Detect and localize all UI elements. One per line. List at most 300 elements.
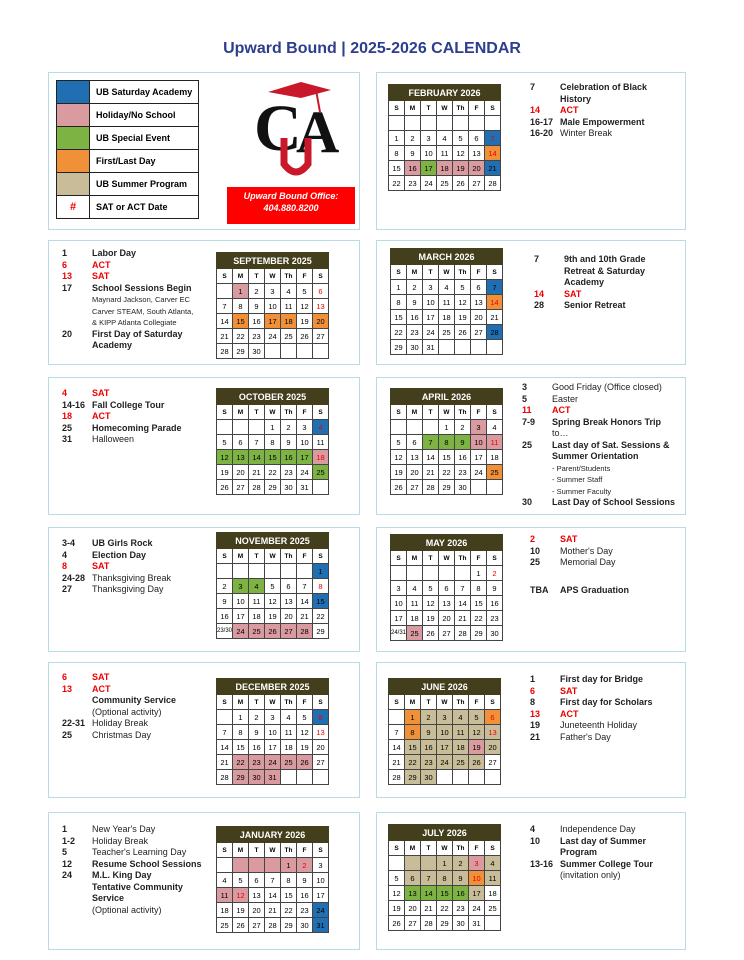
day-cell: 24 [421, 176, 437, 191]
day-cell: 27 [233, 480, 249, 495]
weekday-header: W [265, 269, 281, 284]
day-cell: 25 [485, 901, 501, 916]
day-cell: 21 [487, 310, 503, 325]
day-cell: 2 [217, 579, 233, 594]
day-cell [405, 856, 421, 871]
day-cell: 16 [421, 740, 437, 755]
event-text: Easter [552, 393, 579, 404]
day-cell [265, 564, 281, 579]
day-cell: 14 [389, 740, 405, 755]
event-item [62, 718, 176, 730]
event-item [530, 686, 653, 698]
event-item [62, 707, 176, 719]
day-cell: 6 [313, 284, 329, 299]
day-cell: 16 [405, 161, 421, 176]
day-cell [439, 340, 455, 355]
event-text: - Summer Staff [552, 475, 603, 484]
day-cell [391, 420, 407, 435]
day-cell: 28 [421, 916, 437, 931]
event-item [62, 859, 202, 871]
weekday-header: S [487, 551, 503, 566]
event-date: 14 [534, 288, 545, 299]
day-cell: 5 [469, 710, 485, 725]
event-item [530, 720, 653, 732]
day-cell: 10 [265, 299, 281, 314]
day-cell: 4 [439, 280, 455, 295]
event-date [530, 569, 560, 577]
day-cell: 22 [233, 329, 249, 344]
event-text: SAT [92, 271, 110, 281]
event-date: 13-16 [530, 858, 554, 869]
weekday-header: T [249, 405, 265, 420]
day-cell: 30 [453, 916, 469, 931]
day-cell: 2 [249, 284, 265, 299]
day-cell [217, 858, 233, 873]
day-cell: 28 [485, 176, 501, 191]
day-cell: 23 [421, 755, 437, 770]
day-cell: 11 [281, 299, 297, 314]
event-item [530, 105, 647, 117]
day-cell: 24 [265, 755, 281, 770]
event-text: ACT [92, 259, 111, 270]
day-cell: 19 [217, 465, 233, 480]
day-cell: 21 [455, 611, 471, 626]
event-item [62, 695, 176, 707]
event-date: 25 [62, 729, 73, 740]
day-cell: 21 [249, 465, 265, 480]
day-cell: 13 [485, 725, 501, 740]
day-cell: 28 [265, 918, 281, 933]
day-cell [313, 770, 329, 785]
day-cell: 24 [265, 329, 281, 344]
day-cell: 2 [453, 856, 469, 871]
day-cell: 10 [437, 725, 453, 740]
day-cell: 26 [391, 480, 407, 495]
event-date [530, 870, 560, 882]
event-item [530, 836, 653, 848]
day-cell: 5 [265, 579, 281, 594]
event-date: 4 [530, 824, 536, 834]
day-cell: 18 [313, 450, 329, 465]
event-date: 8 [530, 697, 536, 707]
event-text: Good Friday (Office closed) [552, 382, 662, 392]
weekday-header: Th [453, 695, 469, 710]
day-cell: 3 [391, 581, 407, 596]
day-cell: 2 [407, 280, 423, 295]
day-cell: 26 [297, 755, 313, 770]
day-cell: 1 [391, 280, 407, 295]
weekday-header: M [405, 695, 421, 710]
day-cell [233, 858, 249, 873]
day-cell: 11 [313, 435, 329, 450]
month-name: JULY 2026 [389, 825, 501, 841]
event-item [62, 584, 171, 596]
legend-swatch [57, 150, 90, 173]
calendar-july [388, 824, 501, 931]
day-cell: 23 [297, 903, 313, 918]
event-date [62, 340, 92, 352]
day-cell: 11 [485, 871, 501, 886]
day-cell: 10 [265, 725, 281, 740]
day-cell: 9 [297, 873, 313, 888]
day-cell [249, 858, 265, 873]
weekday-header: S [485, 695, 501, 710]
weekday-header: Th [455, 265, 471, 280]
day-cell [297, 564, 313, 579]
month-name: OCTOBER 2025 [217, 389, 329, 405]
day-cell: 25 [217, 918, 233, 933]
day-cell: 15 [233, 314, 249, 329]
day-cell: 20 [405, 901, 421, 916]
event-text: (Optional activity) [92, 904, 162, 915]
event-date: 2 [530, 534, 536, 544]
event-text: Mother's Day [560, 545, 613, 556]
event-item [62, 400, 182, 412]
day-cell: 27 [471, 325, 487, 340]
weekday-header: T [249, 269, 265, 284]
day-cell [217, 564, 233, 579]
weekday-header: F [297, 695, 313, 710]
event-item [62, 434, 182, 446]
event-text: Resume School Sessions [92, 858, 202, 869]
day-cell: 31 [313, 918, 329, 933]
event-date: 3 [522, 382, 528, 392]
event-text: Father's Day [560, 731, 611, 742]
event-date: 4 [62, 388, 68, 398]
day-cell: 8 [313, 579, 329, 594]
day-cell [423, 566, 439, 581]
day-cell [485, 116, 501, 131]
day-cell: 9 [455, 435, 471, 450]
day-cell [487, 480, 503, 495]
day-cell: 17 [313, 888, 329, 903]
event-text: Holiday Break [92, 835, 149, 846]
day-cell: 14 [249, 450, 265, 465]
day-cell: 29 [313, 624, 329, 639]
day-cell: 22 [471, 611, 487, 626]
day-cell [469, 770, 485, 785]
weekday-header: T [421, 101, 437, 116]
day-cell: 5 [297, 710, 313, 725]
calendar-march [390, 248, 503, 355]
day-cell: 21 [421, 901, 437, 916]
day-cell: 23 [249, 329, 265, 344]
month-name: JANUARY 2026 [217, 827, 329, 843]
calendar-january [216, 826, 329, 933]
day-cell: 12 [455, 295, 471, 310]
day-cell: 9 [249, 725, 265, 740]
day-cell: 29 [281, 918, 297, 933]
event-date [62, 294, 92, 306]
event-item [522, 463, 675, 475]
day-cell: 5 [423, 581, 439, 596]
weekday-header: F [471, 405, 487, 420]
day-cell: 21 [423, 465, 439, 480]
day-cell: 31 [297, 480, 313, 495]
weekday-header: M [233, 549, 249, 564]
weekday-header: S [217, 549, 233, 564]
weekday-header: T [423, 551, 439, 566]
legend-row [57, 127, 199, 150]
weekday-header: S [391, 551, 407, 566]
event-date [534, 277, 564, 289]
day-cell: 13 [313, 725, 329, 740]
weekday-header: M [233, 843, 249, 858]
day-cell: 5 [297, 284, 313, 299]
event-text: Summer College Tour [560, 858, 653, 869]
day-cell: 29 [439, 480, 455, 495]
event-text: Teacher's Learning Day [92, 847, 187, 857]
event-text: - Parent/Students [552, 463, 611, 473]
day-cell: 22 [389, 176, 405, 191]
day-cell [217, 284, 233, 299]
day-cell: 17 [471, 450, 487, 465]
day-cell: 27 [469, 176, 485, 191]
day-cell: 12 [217, 450, 233, 465]
day-cell: 22 [391, 325, 407, 340]
day-cell: 5 [389, 871, 405, 886]
event-text: Academy [564, 277, 605, 287]
day-cell: 26 [453, 176, 469, 191]
day-cell: 24 [471, 465, 487, 480]
day-cell: 18 [281, 314, 297, 329]
day-cell: 15 [471, 596, 487, 611]
day-cell: 16 [453, 886, 469, 901]
day-cell: 10 [391, 596, 407, 611]
day-cell: 21 [297, 609, 313, 624]
day-cell: 7 [423, 435, 439, 450]
calendar-may [390, 534, 503, 641]
day-cell: 11 [281, 725, 297, 740]
event-date [62, 905, 92, 917]
weekday-header: S [313, 269, 329, 284]
day-cell: 27 [313, 329, 329, 344]
weekday-header: S [217, 843, 233, 858]
day-cell: 23 [405, 176, 421, 191]
day-cell: 6 [407, 435, 423, 450]
day-cell: 24 [313, 903, 329, 918]
day-cell: 19 [297, 740, 313, 755]
day-cell: 15 [391, 310, 407, 325]
day-cell: 28 [423, 480, 439, 495]
event-item [530, 859, 653, 871]
legend-swatch [57, 173, 90, 196]
day-cell: 29 [391, 340, 407, 355]
day-cell: 29 [405, 770, 421, 785]
weekday-header: M [405, 841, 421, 856]
weekday-header: W [265, 843, 281, 858]
event-text: Senior Retreat [564, 300, 626, 310]
day-cell: 11 [249, 594, 265, 609]
event-date: 3-4 [62, 538, 76, 548]
event-text: SAT [92, 561, 110, 571]
day-cell: 8 [389, 146, 405, 161]
weekday-header: F [297, 843, 313, 858]
event-item [530, 94, 647, 106]
day-cell: 1 [437, 856, 453, 871]
day-cell: 19 [297, 314, 313, 329]
day-cell: 19 [469, 740, 485, 755]
day-cell: 1 [405, 710, 421, 725]
event-item [62, 561, 171, 573]
day-cell: 17 [265, 740, 281, 755]
event-text: First Day of Saturday [92, 328, 183, 339]
day-cell: 13 [249, 888, 265, 903]
month-name: JUNE 2026 [389, 679, 501, 695]
day-cell [453, 770, 469, 785]
day-cell: 8 [439, 435, 455, 450]
legend-label: Holiday/No School [90, 104, 199, 127]
event-date: 25 [522, 439, 533, 450]
weekday-header: T [421, 841, 437, 856]
day-cell [297, 770, 313, 785]
weekday-header: W [437, 841, 453, 856]
day-cell: 10 [233, 594, 249, 609]
event-date [530, 94, 560, 106]
event-item [522, 486, 675, 498]
day-cell: 25 [249, 624, 265, 639]
day-cell: 28 [249, 480, 265, 495]
weekday-header: S [217, 269, 233, 284]
day-cell: 30 [249, 770, 265, 785]
event-date: 6 [62, 672, 68, 682]
day-cell: 7 [297, 579, 313, 594]
weekday-header: M [407, 551, 423, 566]
day-cell: 8 [405, 725, 421, 740]
event-item [530, 870, 653, 882]
event-date: 16-20 [530, 128, 554, 138]
event-item [62, 730, 176, 742]
day-cell: 22 [265, 465, 281, 480]
day-cell [487, 340, 503, 355]
day-cell: 26 [297, 329, 313, 344]
event-item [62, 248, 193, 260]
weekday-header: S [485, 841, 501, 856]
day-cell: 13 [471, 295, 487, 310]
day-cell: 14 [485, 146, 501, 161]
event-text: ACT [92, 411, 111, 421]
day-cell: 15 [439, 450, 455, 465]
event-text: Male Empowerment [560, 116, 645, 127]
event-text: Halloween [92, 434, 135, 444]
event-date: 13 [62, 683, 73, 694]
logo-c-letter: C [254, 92, 302, 165]
day-cell: 20 [313, 314, 329, 329]
day-cell: 11 [439, 295, 455, 310]
weekday-header: W [439, 405, 455, 420]
weekday-header: T [423, 405, 439, 420]
event-text: Winter Break [560, 128, 613, 138]
event-date: 12 [62, 858, 73, 869]
event-item [522, 394, 675, 406]
day-cell: 27 [405, 916, 421, 931]
event-date: 6 [530, 685, 536, 696]
month-name: APRIL 2026 [391, 389, 503, 405]
day-cell: 16 [281, 450, 297, 465]
day-cell: 19 [265, 609, 281, 624]
weekday-header: T [423, 265, 439, 280]
event-item [522, 440, 675, 452]
day-cell: 9 [249, 299, 265, 314]
day-cell: 4 [437, 131, 453, 146]
event-date: 7-9 [522, 416, 536, 427]
day-cell: 23 [453, 901, 469, 916]
day-cell: 1 [389, 131, 405, 146]
events-june [530, 674, 653, 743]
event-item [522, 428, 675, 440]
day-cell: 20 [249, 903, 265, 918]
event-item [530, 546, 629, 558]
day-cell: 19 [453, 161, 469, 176]
day-cell: 21 [217, 329, 233, 344]
day-cell: 3 [471, 420, 487, 435]
day-cell: 26 [389, 916, 405, 931]
day-cell: 8 [265, 435, 281, 450]
legend-row [57, 173, 199, 196]
day-cell [453, 116, 469, 131]
day-cell [423, 420, 439, 435]
event-item [62, 550, 171, 562]
event-item [530, 128, 647, 140]
weekday-header: M [233, 405, 249, 420]
event-date: 21 [530, 731, 541, 742]
event-item [62, 672, 176, 684]
day-cell: 4 [249, 579, 265, 594]
day-cell: 15 [233, 740, 249, 755]
weekday-header: W [265, 405, 281, 420]
day-cell: 7 [217, 299, 233, 314]
day-cell [389, 710, 405, 725]
events-september [62, 248, 193, 352]
event-text: Juneteenth Holiday [560, 720, 638, 730]
event-item [522, 451, 675, 463]
day-cell: 26 [265, 624, 281, 639]
weekday-header: S [391, 265, 407, 280]
day-cell: 27 [407, 480, 423, 495]
event-item [530, 569, 629, 577]
legend-swatch [57, 81, 90, 104]
day-cell: 29 [471, 626, 487, 641]
weekday-header: T [421, 695, 437, 710]
weekday-header: F [297, 405, 313, 420]
day-cell: 8 [233, 299, 249, 314]
day-cell: 14 [423, 450, 439, 465]
weekday-header: M [407, 405, 423, 420]
weekday-header: W [437, 695, 453, 710]
day-cell: 27 [485, 755, 501, 770]
month-name: MARCH 2026 [391, 249, 503, 265]
event-item [534, 254, 646, 266]
event-text: Tentative Community [92, 881, 183, 892]
day-cell: 22 [439, 465, 455, 480]
day-cell: 28 [217, 770, 233, 785]
event-text: Memorial Day [560, 557, 616, 567]
day-cell: 1 [471, 566, 487, 581]
day-cell: 25 [439, 325, 455, 340]
event-date [530, 847, 560, 859]
legend-label: UB Summer Program [90, 173, 199, 196]
day-cell: 7 [249, 435, 265, 450]
event-text: Celebration of Black [560, 82, 648, 92]
weekday-header: F [297, 549, 313, 564]
day-cell: 17 [233, 609, 249, 624]
day-cell [471, 340, 487, 355]
day-cell [407, 566, 423, 581]
day-cell: 20 [281, 609, 297, 624]
day-cell: 19 [423, 611, 439, 626]
event-date [522, 451, 552, 463]
weekday-header: S [391, 405, 407, 420]
